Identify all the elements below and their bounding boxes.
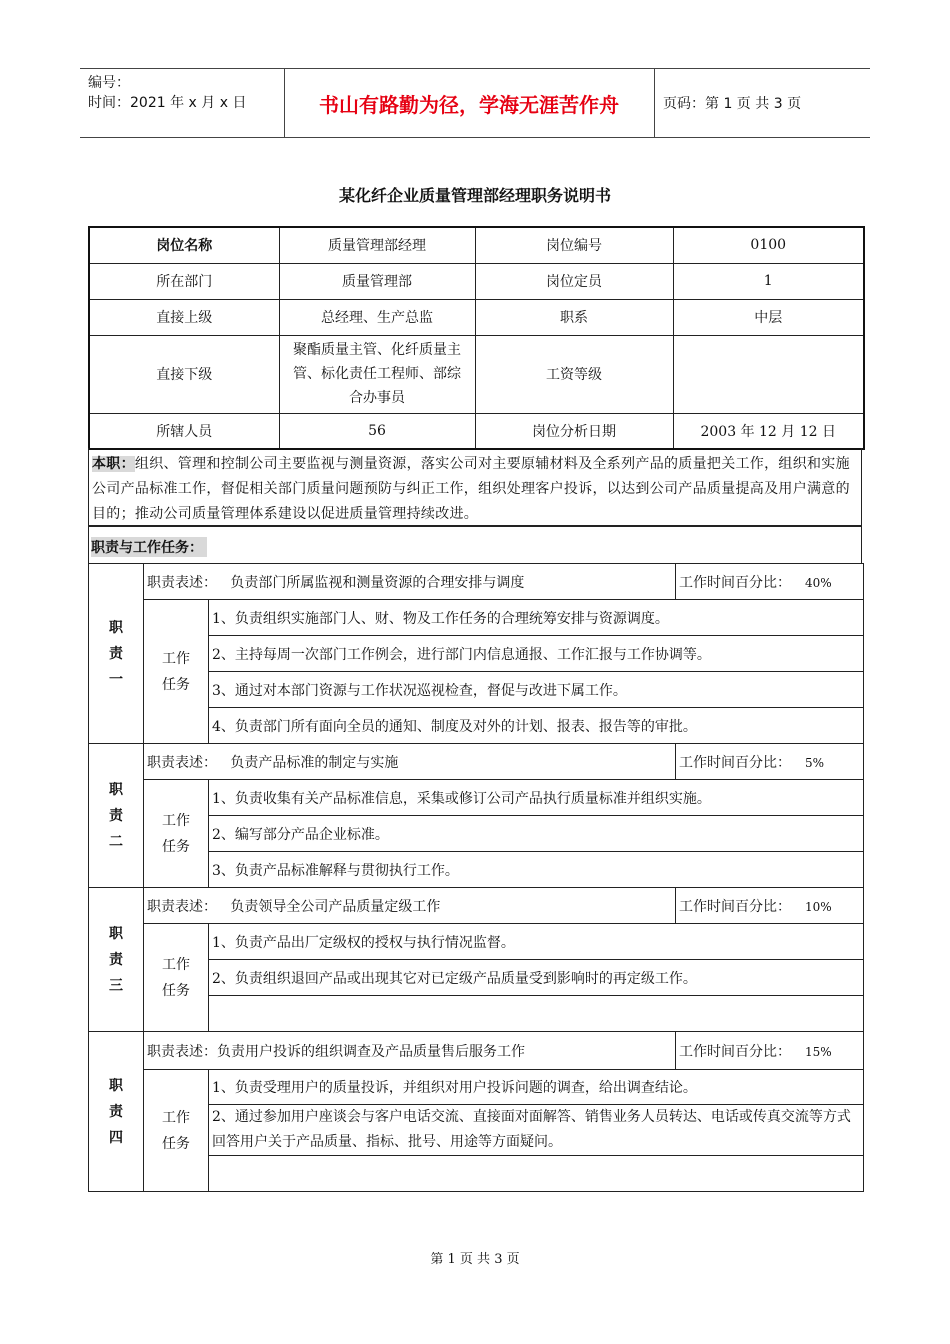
duty-desc-label: 职责表述： <box>147 754 217 771</box>
task-label: 工作 任务 <box>144 600 209 744</box>
duty-time-percent <box>676 744 864 780</box>
department-value: 质量管理部 <box>279 263 475 299</box>
mission-text: 组织、管理和控制公司主要监视与测量资源，落实公司对主要原辅材料及全系列产品的质量把关工作，组织和实施公司产品标准工作，督促相关部门质量问题预防与纠正工作，组织处理客户投诉，以达到公司产品质量提高及用户满意的目的；推动公司质量管理体系建设以促进质量管理持续改进。 <box>92 456 850 522</box>
task-label: 工作 任务 <box>144 924 209 1032</box>
staff-value: 56 <box>279 413 475 449</box>
duties-header-label: 职责与工作任务： <box>91 537 207 557</box>
duty-label: 职 责 一 <box>89 564 144 744</box>
duties-header <box>88 526 862 563</box>
analysis-date-value: 2003 年 12 月 12 日 <box>673 413 864 449</box>
mission-label: 本职： <box>92 456 135 472</box>
pct-label: 工作时间百分比： <box>679 898 792 915</box>
duties-table <box>88 563 864 1192</box>
position-name-value: 质量管理部经理 <box>279 227 475 263</box>
task-item: 2、通过参加用户座谈会与客户电话交流、直接面对面解答、销售业务人员转达、电话或传真交流等方式回答用户关于产品质量、指标、批号、用途等方面疑问。 <box>209 1105 864 1156</box>
task-item <box>209 996 864 1032</box>
position-info-table <box>88 226 865 450</box>
duty-label: 职 责 三 <box>89 888 144 1032</box>
pct-label: 工作时间百分比： <box>679 574 792 591</box>
position-code-value: 0100 <box>673 227 864 263</box>
salary-label: 工资等级 <box>475 335 673 413</box>
mission-section <box>88 448 862 526</box>
time-label: 时间：2021 年 x 月 x 日 <box>88 95 247 111</box>
pct-value: 5% <box>805 755 825 770</box>
position-name-label: 岗位名称 <box>89 227 279 263</box>
duty-description <box>144 744 676 780</box>
task-item: 2、主持每周一次部门工作例会，进行部门内信息通报、工作汇报与工作协调等。 <box>209 636 864 672</box>
task-label: 工作 任务 <box>144 1070 209 1192</box>
pct-label: 工作时间百分比： <box>679 1043 792 1060</box>
duty-description <box>144 564 676 600</box>
pct-value: 10% <box>805 899 832 914</box>
task-item: 2、编写部分产品企业标准。 <box>209 816 864 852</box>
task-item: 1、负责组织实施部门人、财、物及工作任务的合理统筹安排与资源调度。 <box>209 600 864 636</box>
duty-description <box>144 888 676 924</box>
task-item: 1、负责受理用户的质量投诉，并组织对用户投诉问题的调查，给出调查结论。 <box>209 1070 864 1105</box>
quota-value: 1 <box>673 263 864 299</box>
pct-label: 工作时间百分比： <box>679 754 792 771</box>
task-item <box>209 1156 864 1192</box>
duty-time-percent <box>676 888 864 924</box>
duty-desc-label: 职责表述： <box>147 574 217 591</box>
duty-label: 职 责 四 <box>89 1032 144 1192</box>
page-footer: 第 1 页 共 3 页 <box>430 1252 520 1267</box>
task-item: 4、负责部门所有面向全员的通知、制度及对外的计划、报表、报告等的审批。 <box>209 708 864 744</box>
duty-desc-text: 负责领导全公司产品质量定级工作 <box>230 898 441 915</box>
staff-label: 所辖人员 <box>89 413 279 449</box>
task-item: 1、负责产品出厂定级权的授权与执行情况监督。 <box>209 924 864 960</box>
duty-desc-label: 职责表述： <box>147 898 217 915</box>
number-label: 编号： <box>88 75 130 91</box>
task-item: 1、负责收集有关产品标准信息，采集或修订公司产品执行质量标准并组织实施。 <box>209 780 864 816</box>
page-header <box>80 68 870 138</box>
salary-value <box>673 335 864 413</box>
task-label: 工作 任务 <box>144 780 209 888</box>
subordinate-label: 直接下级 <box>89 335 279 413</box>
duty-desc-label: 职责表述： <box>147 1043 217 1060</box>
duty-time-percent <box>676 564 864 600</box>
header-page-info: 页码：第 1 页 共 3 页 <box>663 96 802 112</box>
task-item: 3、负责产品标准解释与贯彻执行工作。 <box>209 852 864 888</box>
task-item: 3、通过对本部门资源与工作状况巡视检查，督促与改进下属工作。 <box>209 672 864 708</box>
duty-description <box>144 1032 676 1070</box>
header-divider <box>654 69 655 137</box>
analysis-date-label: 岗位分析日期 <box>475 413 673 449</box>
header-meta <box>88 73 246 113</box>
department-label: 所在部门 <box>89 263 279 299</box>
rank-label: 职系 <box>475 299 673 335</box>
duty-desc-text: 负责用户投诉的组织调查及产品质量售后服务工作 <box>217 1043 525 1060</box>
duty-desc-text: 负责部门所属监视和测量资源的合理安排与调度 <box>230 574 525 591</box>
superior-value: 总经理、生产总监 <box>279 299 475 335</box>
pct-value: 40% <box>805 575 832 590</box>
duty-desc-text: 负责产品标准的制定与实施 <box>230 754 399 771</box>
subordinate-value: 聚酯质量主管、化纤质量主管、标化责任工程师、部综合办事员 <box>279 335 475 413</box>
rank-value: 中层 <box>673 299 864 335</box>
superior-label: 直接上级 <box>89 299 279 335</box>
position-code-label: 岗位编号 <box>475 227 673 263</box>
duty-time-percent <box>676 1032 864 1070</box>
quota-label: 岗位定员 <box>475 263 673 299</box>
document-title: 某化纤企业质量管理部经理职务说明书 <box>338 186 611 205</box>
header-motto: 书山有路勤为径，学海无涯苦作舟 <box>319 92 619 117</box>
pct-value: 15% <box>805 1044 832 1059</box>
duty-label: 职 责 二 <box>89 744 144 888</box>
task-item: 2、负责组织退回产品或出现其它对已定级产品质量受到影响时的再定级工作。 <box>209 960 864 996</box>
